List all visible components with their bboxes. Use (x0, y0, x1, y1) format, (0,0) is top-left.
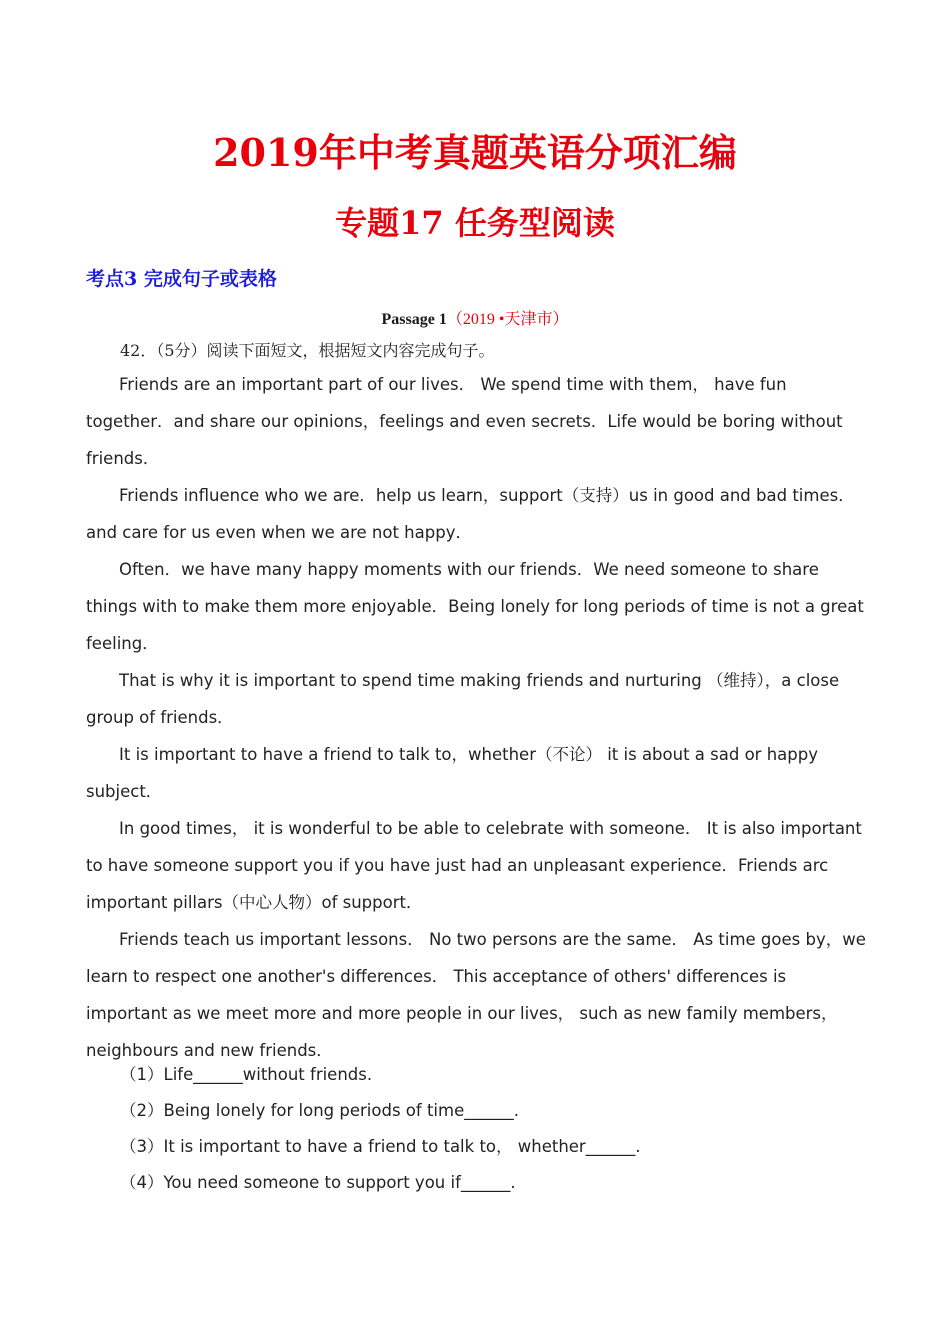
paragraph: It is important to have a friend to talk to，whether（不论） it is about a sad or happy subject． (86, 745, 818, 801)
paragraph: In good times， it is wonderful to be able to celebrate with someone． It is also important to have someone support you if you have just had an unpleasant experience．Friends arc important pillars（中心人物）of support． (86, 819, 862, 912)
paragraph: Friends influence who we are．help us learn，support（支持）us in good and bad times．and care for us even when we are not happy． (86, 486, 855, 542)
document-title: 2019年中考真题英语分项汇编 (213, 130, 737, 175)
paragraph: Often．we have many happy moments with our friends．We need someone to share things with to make them more enjoyable．Being lonely for long periods of time is not a great feeling． (86, 560, 864, 653)
passage-body (86, 366, 866, 1069)
question-instruction: 42．（5分）阅读下面短文，根据短文内容完成句子。 (120, 341, 495, 360)
passage-label: Passage 1 (381, 311, 447, 328)
question-item: （4）You need someone to support you if______. (120, 1173, 516, 1192)
passage-header (0, 306, 950, 329)
question-item: （2）Being lonely for long periods of time______. (120, 1101, 519, 1120)
passage-source: （2019 •天津市） (446, 311, 569, 328)
question-item: （3）It is important to have a friend to talk to， whether______. (120, 1137, 641, 1156)
section-heading: 考点3 完成句子或表格 (86, 268, 277, 290)
question-item: （1）Life______without friends. (120, 1065, 373, 1084)
document-subtitle: 专题17 任务型阅读 (335, 204, 615, 242)
paragraph: Friends teach us important lessons． No two persons are the same． As time goes by，we learn to respect one another's differences． This acceptance of others' differences is important as we meet more and more people in our lives， such as new family members，neighbours and new friends． (86, 930, 866, 1060)
paragraph: That is why it is important to spend time making friends and nurturing （维持），a close group of friends． (86, 671, 840, 727)
paragraph: Friends are an important part of our lives． We spend time with them， have fun together．and share our opinions，feelings and even secrets．Life would be boring without friends． (86, 375, 843, 468)
